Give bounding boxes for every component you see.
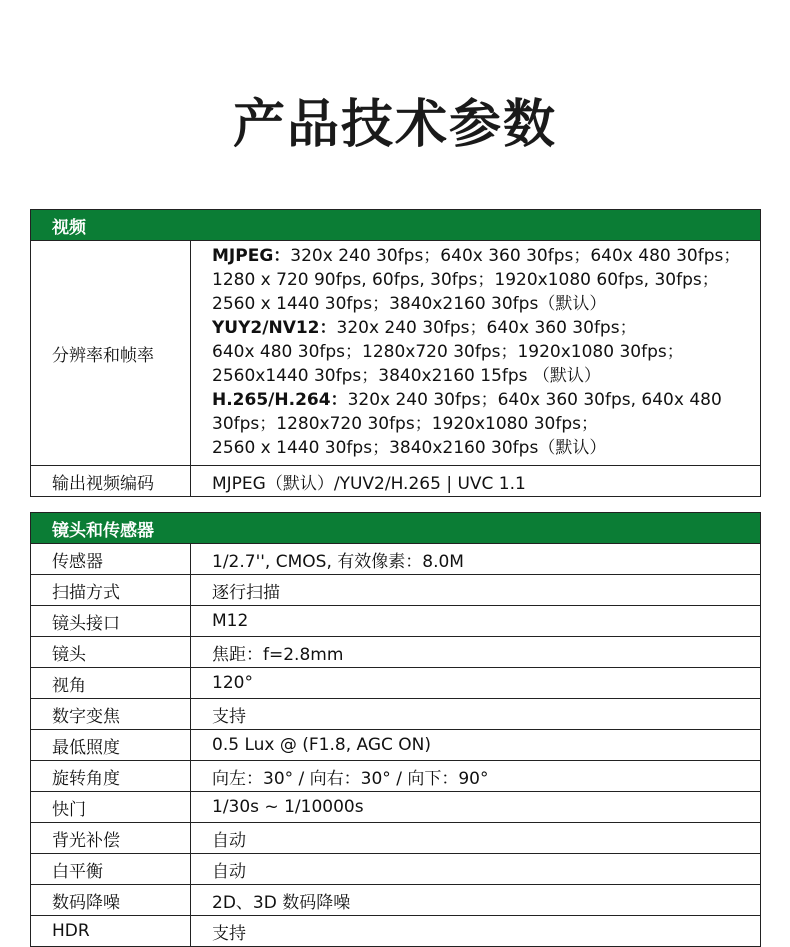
resolution-line (212, 316, 760, 340)
format-name: MJPEG： (212, 246, 291, 266)
spec-row (31, 699, 761, 730)
spec-row (31, 730, 761, 761)
spec-label: 传感器 (31, 544, 191, 575)
spec-row (31, 637, 761, 668)
format-values: 320x 240 30fps；640x 360 30fps；640x 480 30fps； (290, 246, 741, 266)
resolution-line (212, 436, 760, 460)
spec-row (31, 823, 761, 854)
spec-value: M12 (191, 606, 761, 637)
resolution-line (212, 292, 760, 316)
spec-value: 自动 (191, 854, 761, 885)
spec-row (31, 544, 761, 575)
spec-value: 向左：30° / 向右：30° / 向下：90° (191, 761, 761, 792)
spec-row (31, 606, 761, 637)
resolution-line (212, 412, 760, 436)
spec-value: 支持 (191, 699, 761, 730)
spec-value: 2D、3D 数码降噪 (191, 885, 761, 916)
spec-label: 镜头接口 (31, 606, 191, 637)
format-values: 2560x1440 30fps；3840x2160 15fps （默认） (212, 366, 601, 386)
spec-label: 数字变焦 (31, 699, 191, 730)
spec-row (31, 916, 761, 947)
spec-row (31, 575, 761, 606)
spec-label: HDR (31, 916, 191, 947)
spec-row (31, 792, 761, 823)
encoding-value: MJPEG（默认）/YUV2/H.265 | UVC 1.1 (191, 466, 761, 497)
spec-value: 支持 (191, 916, 761, 947)
resolution-label: 分辨率和帧率 (31, 241, 191, 466)
spec-value: 0.5 Lux @ (F1.8, AGC ON) (191, 730, 761, 761)
spec-label: 白平衡 (31, 854, 191, 885)
format-values: 640x 480 30fps；1280x720 30fps；1920x1080 30fps； (212, 342, 684, 362)
spec-value: 120° (191, 668, 761, 699)
spec-value: 自动 (191, 823, 761, 854)
format-values: 1280 x 720 90fps, 60fps, 30fps；1920x1080 60fps, 30fps； (212, 270, 719, 290)
lens-section-header: 镜头和传感器 (31, 513, 761, 544)
video-spec-table (30, 209, 761, 497)
spec-row (31, 761, 761, 792)
spec-label: 视角 (31, 668, 191, 699)
resolution-line (212, 388, 760, 412)
spec-value: 焦距：f=2.8mm (191, 637, 761, 668)
spec-value: 1/30s ~ 1/10000s (191, 792, 761, 823)
spec-value: 1/2.7'', CMOS, 有效像素：8.0M (191, 544, 761, 575)
page-title: 产品技术参数 (232, 95, 557, 155)
spec-value: 逐行扫描 (191, 575, 761, 606)
spec-row (31, 668, 761, 699)
resolution-line (212, 340, 760, 364)
format-name: H.265/H.264： (212, 390, 348, 410)
spec-label: 背光补偿 (31, 823, 191, 854)
video-section-header: 视频 (31, 210, 761, 241)
encoding-label: 输出视频编码 (31, 466, 191, 497)
spec-row (31, 854, 761, 885)
spec-label: 旋转角度 (31, 761, 191, 792)
spec-label: 镜头 (31, 637, 191, 668)
spec-label: 最低照度 (31, 730, 191, 761)
spec-label: 数码降噪 (31, 885, 191, 916)
resolution-line (212, 244, 760, 268)
format-values: 320x 240 30fps；640x 360 30fps； (336, 318, 637, 338)
resolution-line (212, 268, 760, 292)
resolution-value (191, 241, 761, 466)
spec-row (31, 885, 761, 916)
format-name: YUY2/NV12： (212, 318, 337, 338)
format-values: 2560 x 1440 30fps；3840x2160 30fps（默认） (212, 438, 607, 458)
spec-label: 扫描方式 (31, 575, 191, 606)
format-values: 2560 x 1440 30fps；3840x2160 30fps（默认） (212, 294, 607, 314)
lens-sensor-spec-table (30, 512, 761, 947)
format-values: 320x 240 30fps；640x 360 30fps, 640x 480 (347, 390, 722, 410)
resolution-line (212, 364, 760, 388)
spec-label: 快门 (31, 792, 191, 823)
format-values: 30fps；1280x720 30fps；1920x1080 30fps； (212, 414, 598, 434)
